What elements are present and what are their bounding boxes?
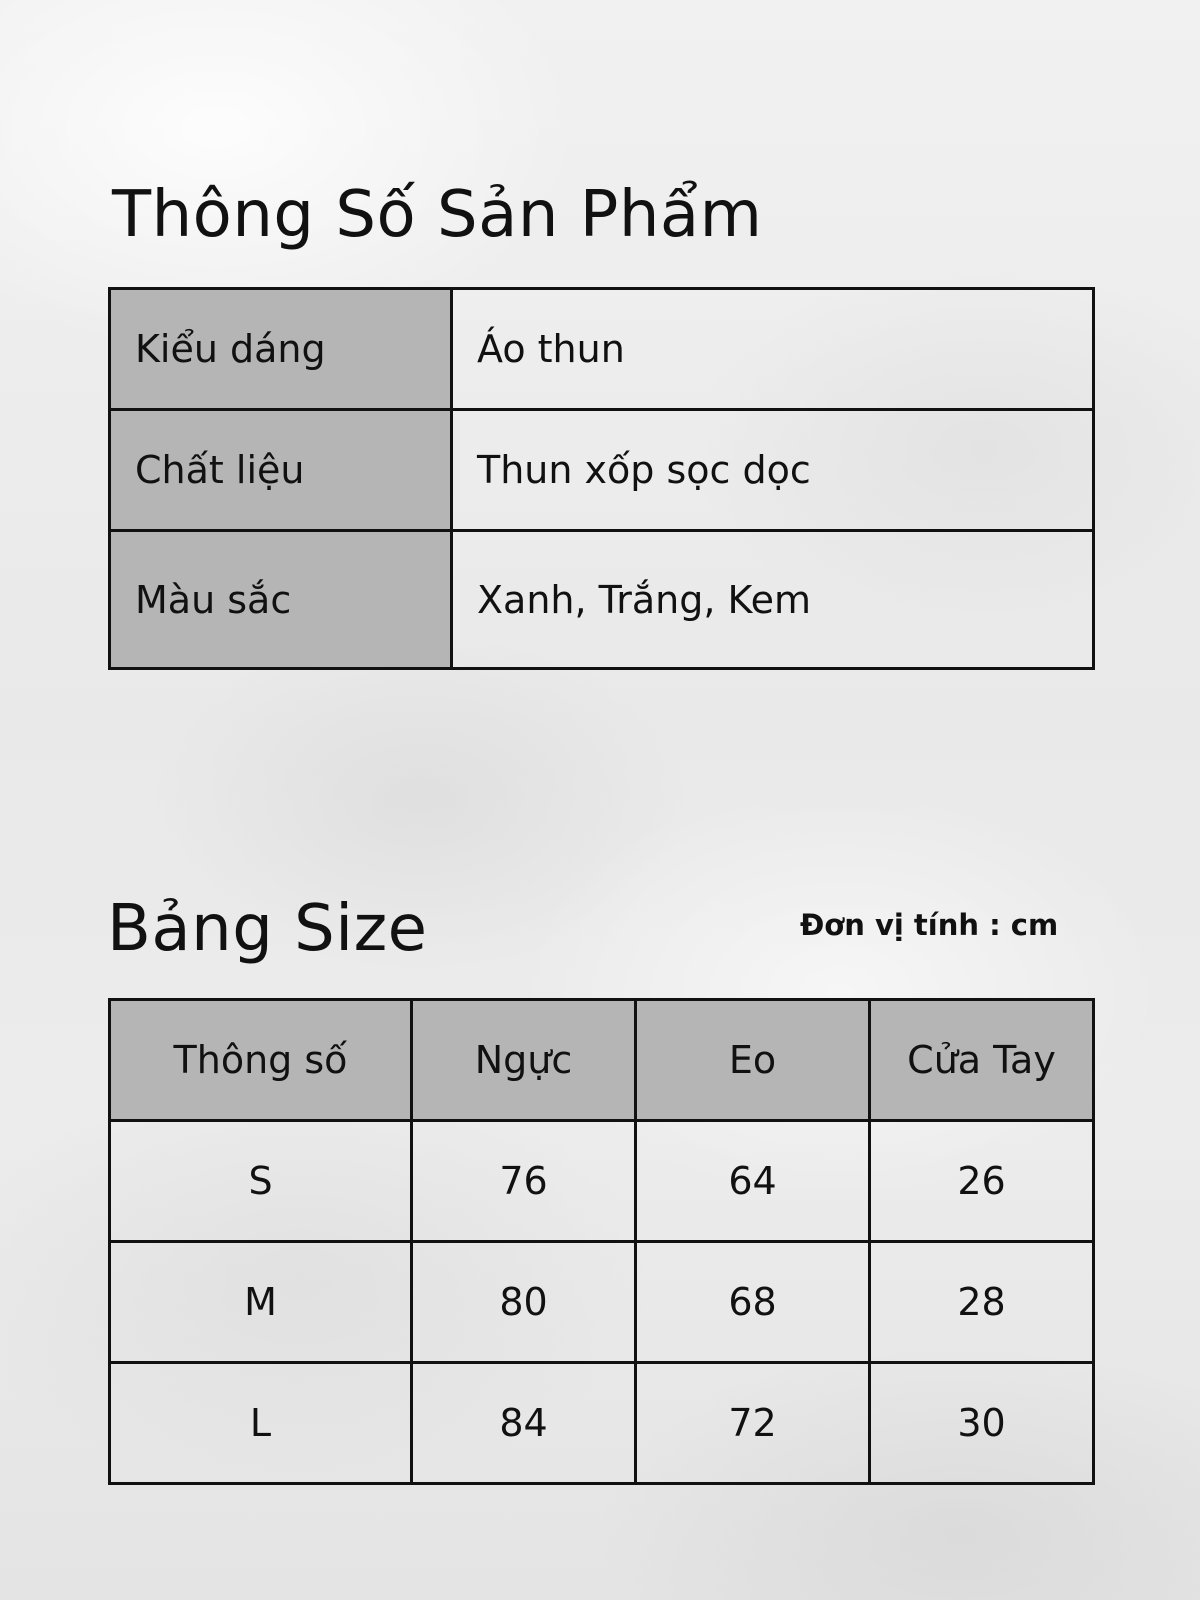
size-header-spec: Thông số [110,1000,412,1121]
size-row-s [110,1121,1094,1242]
spec-row-material [110,410,1094,531]
size-table [108,998,1095,1485]
spec-value-style: Áo thun [452,289,1094,410]
size-cell-name: L [110,1363,412,1484]
spec-row-color [110,531,1094,669]
spec-label-style: Kiểu dáng [110,289,452,410]
size-header-chest: Ngực [412,1000,636,1121]
size-header-waist: Eo [636,1000,870,1121]
size-row-l [110,1363,1094,1484]
spec-value-color: Xanh, Trắng, Kem [452,531,1094,669]
size-cell-chest: 80 [412,1242,636,1363]
size-cell-waist: 72 [636,1363,870,1484]
size-cell-cuff: 28 [870,1242,1094,1363]
size-cell-cuff: 30 [870,1363,1094,1484]
spec-value-material: Thun xốp sọc dọc [452,410,1094,531]
size-cell-chest: 84 [412,1363,636,1484]
size-cell-waist: 68 [636,1242,870,1363]
size-table-header-row [110,1000,1094,1121]
size-cell-name: S [110,1121,412,1242]
spec-table [108,287,1095,670]
size-row-m [110,1242,1094,1363]
spec-section-title: Thông Số Sản Phẩm [112,178,763,252]
spec-label-material: Chất liệu [110,410,452,531]
size-section-title: Bảng Size [107,892,428,966]
size-cell-cuff: 26 [870,1121,1094,1242]
size-header-cuff: Cửa Tay [870,1000,1094,1121]
spec-row-style [110,289,1094,410]
unit-note: Đơn vị tính : cm [800,908,1059,942]
size-cell-waist: 64 [636,1121,870,1242]
size-cell-chest: 76 [412,1121,636,1242]
size-cell-name: M [110,1242,412,1363]
spec-label-color: Màu sắc [110,531,452,669]
